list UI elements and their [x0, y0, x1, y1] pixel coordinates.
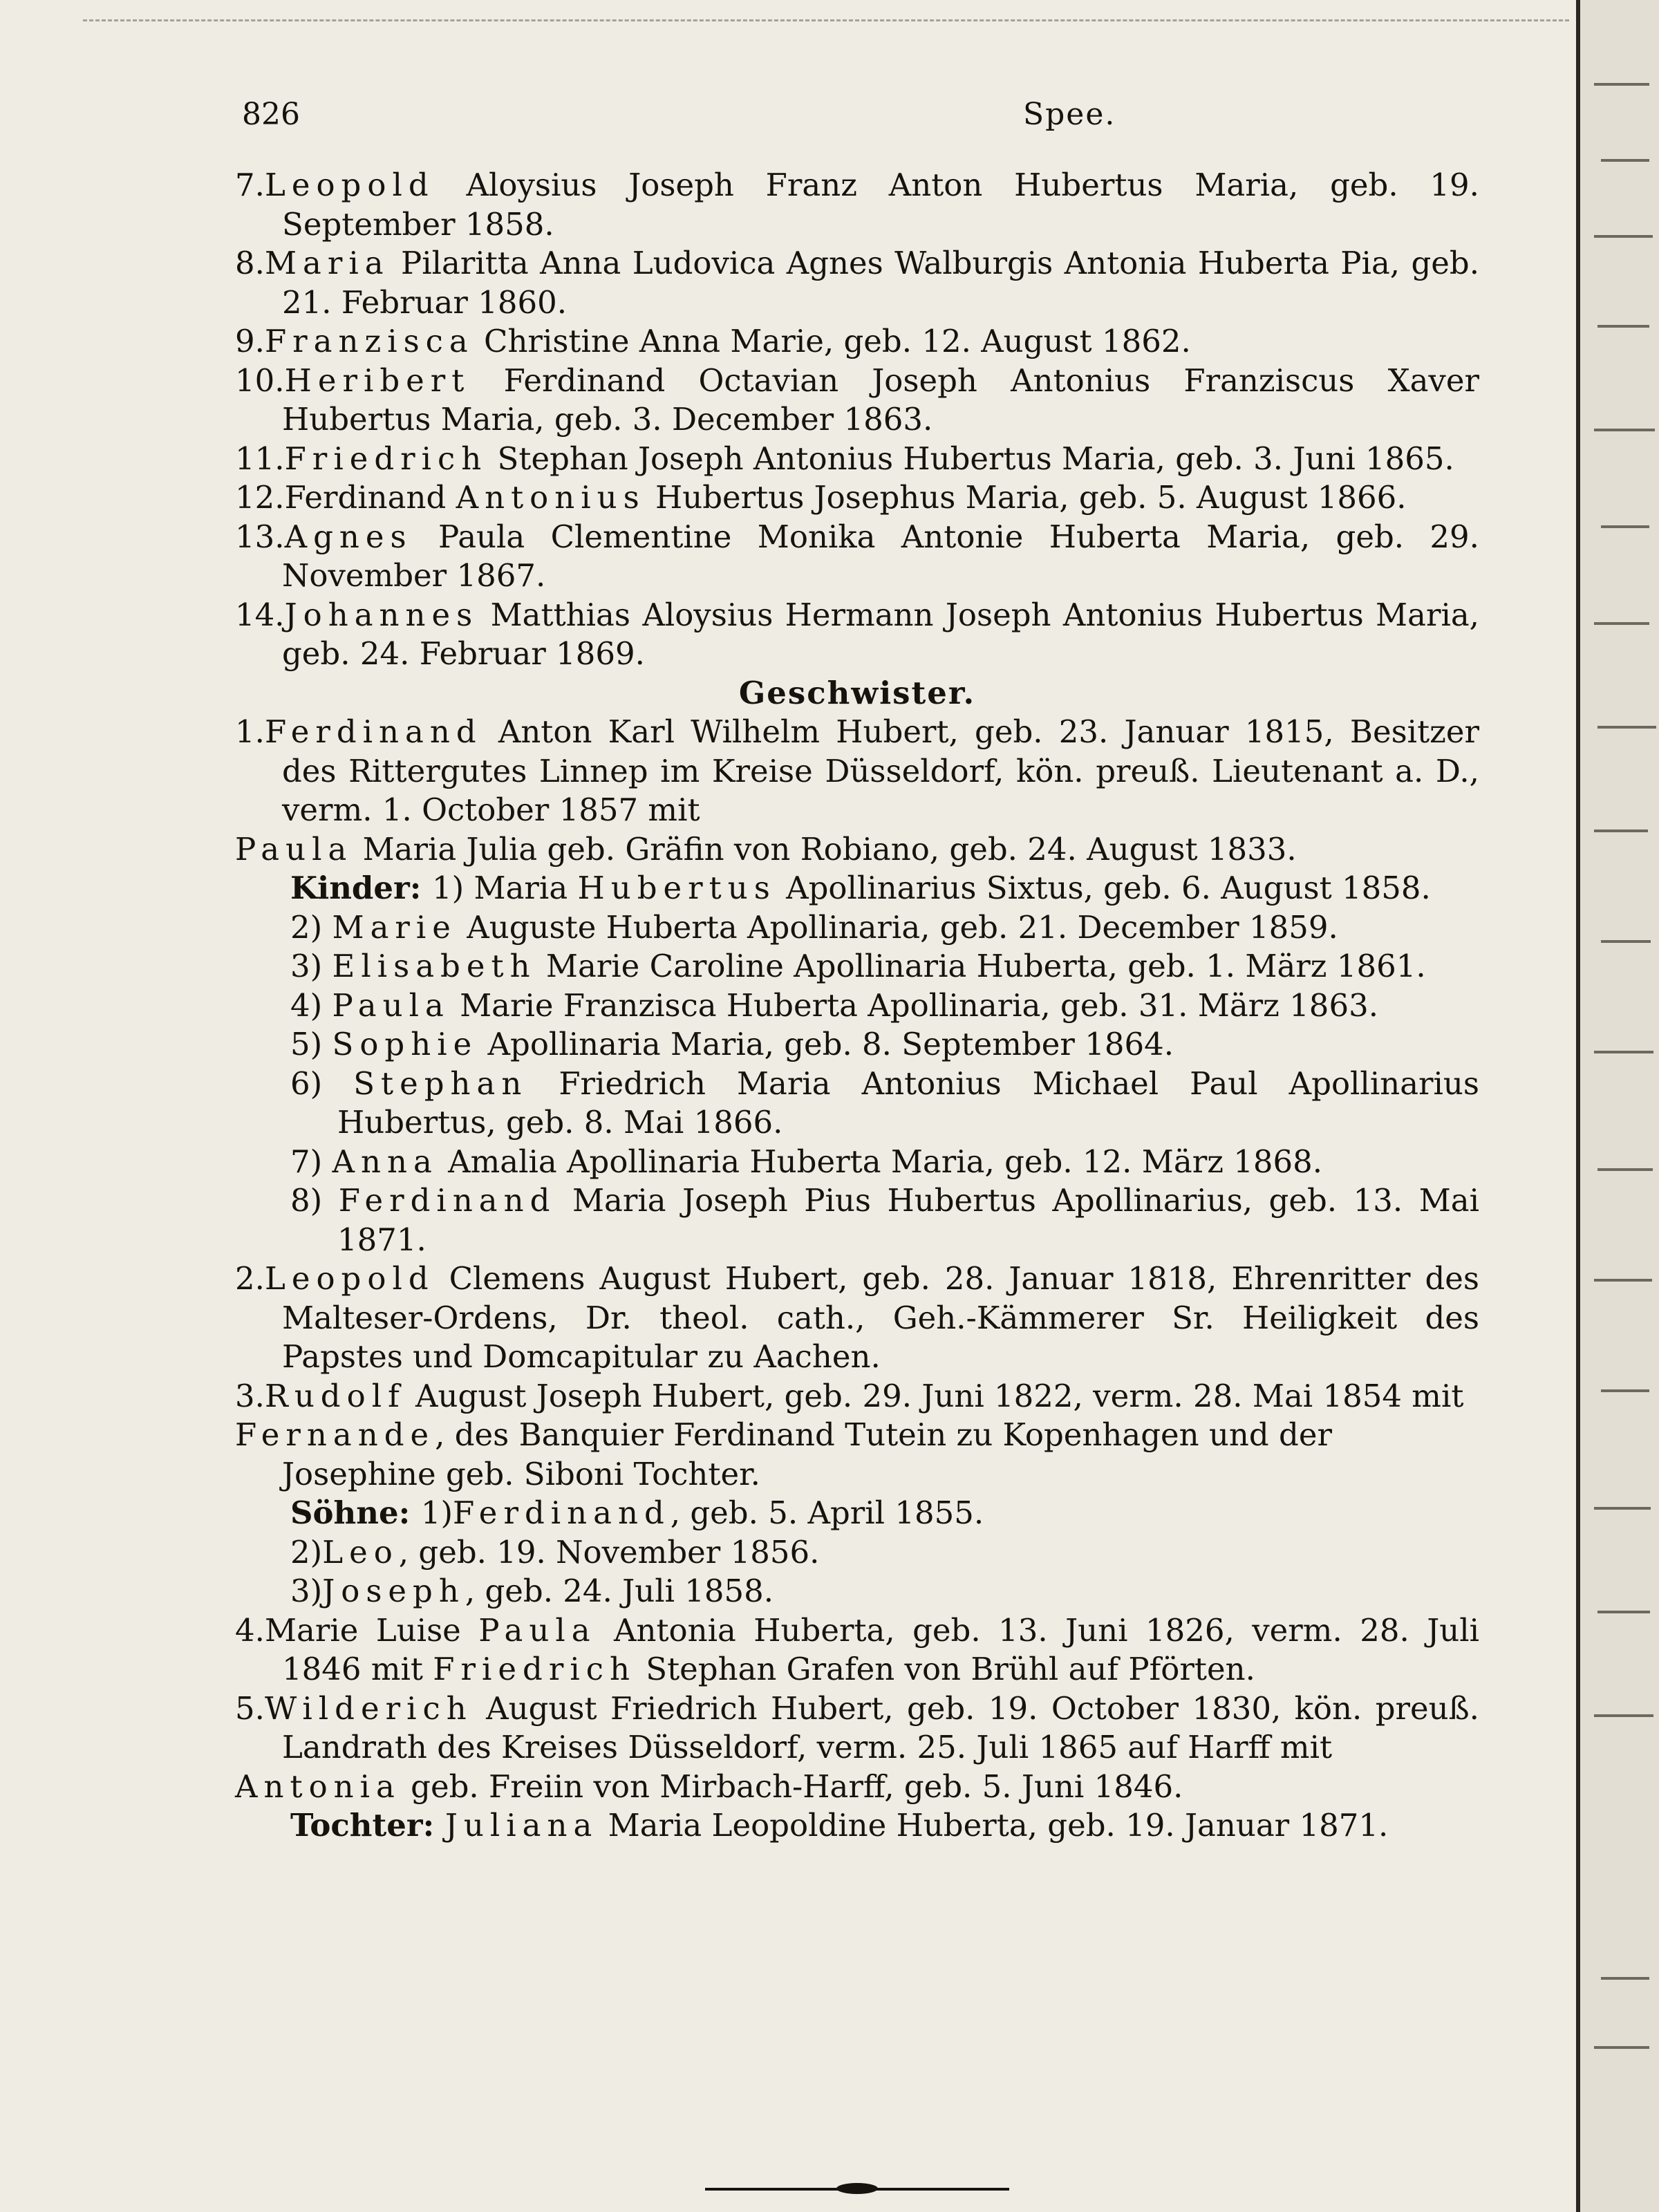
given-name: Fernande — [235, 1416, 435, 1453]
list-item: 8.Maria Pilaritta Anna Ludovica Agnes Walburgis Antonia Huberta Pia, geb. 21. Februar 1860. — [235, 245, 1479, 321]
given-name: Paula — [478, 1611, 597, 1649]
list-item: 14.Johannes Matthias Aloysius Hermann Joseph Antonius Hubertus Maria, geb. 24. Februar 1869. — [235, 596, 1479, 672]
bleed-mark — [1597, 1168, 1653, 1171]
bleed-mark — [1597, 726, 1656, 729]
given-name: Stephan — [353, 1065, 528, 1102]
sibling-entry: 2.Leopold Clemens August Hubert, geb. 28. Januar 1818, Ehrenritter des Malteser-Ordens, Dr. theol. cath., Geh.-Kämmerer Sr. Heiligkeit des Papstes und Domcapitular zu Aachen. — [235, 1260, 1479, 1375]
given-name: Friedrich — [433, 1651, 636, 1687]
bleed-mark — [1594, 1051, 1653, 1053]
child-item: Kinder: 1) Maria Hubertus Apollinarius Sixtus, geb. 6. August 1858. — [290, 870, 1431, 906]
section-heading: Geschwister. — [738, 674, 976, 711]
bleed-mark — [1597, 1611, 1650, 1613]
child-item: 2) Marie Auguste Huberta Apollinaria, geb. 21. December 1859. — [290, 908, 1338, 946]
given-name: Rudolf — [264, 1377, 406, 1414]
bleed-mark — [1601, 159, 1649, 162]
given-name: Johannes — [284, 596, 479, 633]
given-name: Antonia — [235, 1768, 401, 1805]
running-head-title: Spee. — [1023, 97, 1116, 132]
bleed-mark — [1594, 235, 1653, 238]
bleed-mark — [1601, 1389, 1649, 1392]
bleed-mark — [1594, 1714, 1653, 1717]
list-item: 13.Agnes Paula Clementine Monika Antonie Huberta Maria, geb. 29. November 1867. — [235, 518, 1479, 594]
sibling-entry: 4.Marie Luise Paula Antonia Huberta, geb. 13. Juni 1826, verm. 28. Juli 1846 mit Friedrich Stephan Grafen von Brühl auf Pförten. — [235, 1611, 1480, 1687]
child-item: 6) Stephan Friedrich Maria Antonius Michael Paul Apollinarius Hubertus, geb. 8. Mai 1866. — [290, 1065, 1479, 1141]
given-name: Friedrich — [284, 440, 488, 477]
spouse-line: Fernande, des Banquier Ferdinand Tutein zu Kopenhagen und der Josephine geb. Siboni Tochter. — [235, 1416, 1332, 1492]
given-name: Leo — [322, 1533, 399, 1571]
end-ornament — [705, 2186, 1009, 2191]
given-name: Paula — [235, 830, 353, 868]
given-name: Ferdinand — [338, 1182, 556, 1219]
ornament-center — [836, 2183, 878, 2194]
given-name: Leopold — [264, 167, 435, 203]
bleed-mark — [1594, 2046, 1649, 2049]
given-name: Ferdinand — [264, 713, 482, 750]
list-item: 12.Ferdinand Antonius Hubertus Josephus Maria, geb. 5. August 1866. — [235, 479, 1407, 516]
children-label: Söhne: — [290, 1494, 421, 1531]
given-name: Maria — [264, 245, 390, 281]
children-label: Tochter: — [290, 1807, 445, 1844]
bleed-mark — [1594, 1507, 1651, 1510]
given-name: Heribert — [284, 362, 471, 399]
spouse-line: Paula Maria Julia geb. Gräfin von Robiano, geb. 24. August 1833. — [235, 830, 1297, 868]
list-item: 11.Friedrich Stephan Joseph Antonius Hubertus Maria, geb. 3. Juni 1865. — [235, 440, 1454, 477]
bleed-mark — [1601, 940, 1651, 943]
adjacent-page-edge — [1576, 0, 1659, 2212]
given-name: Marie — [332, 908, 457, 946]
given-name: Franzisca — [264, 323, 474, 359]
child-item: 8) Ferdinand Maria Joseph Pius Hubertus Apollinarius, geb. 13. Mai 1871. — [290, 1182, 1479, 1258]
given-name: Anna — [332, 1143, 438, 1180]
sibling-entry: 1.Ferdinand Anton Karl Wilhelm Hubert, geb. 23. Januar 1815, Besitzer des Rittergutes Linnep im Kreise Düsseldorf, kön. preuß. Lieutenant a. D., verm. 1. October 1857 mit — [235, 713, 1479, 828]
given-name: Wilderich — [264, 1689, 473, 1727]
bleed-mark — [1594, 830, 1648, 832]
child-item: Söhne: 1)Ferdinand, geb. 5. April 1855. — [290, 1494, 984, 1531]
list-item: 10.Heribert Ferdinand Octavian Joseph Antonius Franziscus Xaver Hubertus Maria, geb. 3. December 1863. — [235, 362, 1479, 438]
spouse-line: Antonia geb. Freiin von Mirbach-Harff, geb. 5. Juni 1846. — [235, 1768, 1183, 1805]
children-label: Kinder: — [290, 870, 433, 906]
page-number: 826 — [242, 97, 300, 132]
child-item: 3) Elisabeth Marie Caroline Apollinaria Huberta, geb. 1. März 1861. — [290, 948, 1426, 984]
given-name: Paula — [332, 986, 450, 1024]
bleed-mark — [1594, 83, 1649, 86]
bleed-mark — [1597, 325, 1649, 328]
given-name: Ferdinand — [453, 1494, 671, 1531]
given-name: Leopold — [264, 1260, 435, 1297]
child-item: 5) Sophie Apollinaria Maria, geb. 8. September 1864. — [290, 1026, 1174, 1062]
child-item: 4) Paula Marie Franzisca Huberta Apollinaria, geb. 31. März 1863. — [290, 986, 1379, 1024]
bleed-mark — [1601, 525, 1649, 528]
sibling-entry: 3.Rudolf August Joseph Hubert, geb. 29. Juni 1822, verm. 28. Mai 1854 mit — [235, 1377, 1464, 1414]
child-item: 7) Anna Amalia Apollinaria Huberta Maria, geb. 12. März 1868. — [290, 1143, 1323, 1180]
page-text — [235, 166, 1479, 1846]
running-header — [235, 97, 1486, 138]
given-name: Antonius — [456, 479, 646, 516]
given-name: Elisabeth — [332, 948, 536, 984]
sibling-entry: 5.Wilderich August Friedrich Hubert, geb. 19. October 1830, kön. preuß. Landrath des Kreises Düsseldorf, verm. 25. Juli 1865 auf Harff mit — [235, 1689, 1479, 1765]
list-item: 7.Leopold Aloysius Joseph Franz Anton Hubertus Maria, geb. 19. September 1858. — [235, 167, 1479, 243]
given-name: Agnes — [284, 518, 413, 555]
given-name: Sophie — [332, 1026, 478, 1062]
given-name: Hubertus — [577, 870, 776, 906]
list-item: 9.Franzisca Christine Anna Marie, geb. 12. August 1862. — [235, 323, 1191, 359]
child-item: 3)Joseph, geb. 24. Juli 1858. — [290, 1573, 774, 1609]
given-name: Joseph — [322, 1573, 465, 1609]
bleed-mark — [1594, 1279, 1652, 1282]
bleed-mark — [1594, 622, 1649, 625]
bleed-mark — [1594, 429, 1655, 431]
bleed-mark — [1601, 1977, 1649, 1980]
child-item: Tochter: Juliana Maria Leopoldine Huberta, geb. 19. Januar 1871. — [290, 1807, 1389, 1844]
given-name: Juliana — [444, 1807, 599, 1844]
child-item: 2)Leo, geb. 19. November 1856. — [290, 1533, 820, 1571]
